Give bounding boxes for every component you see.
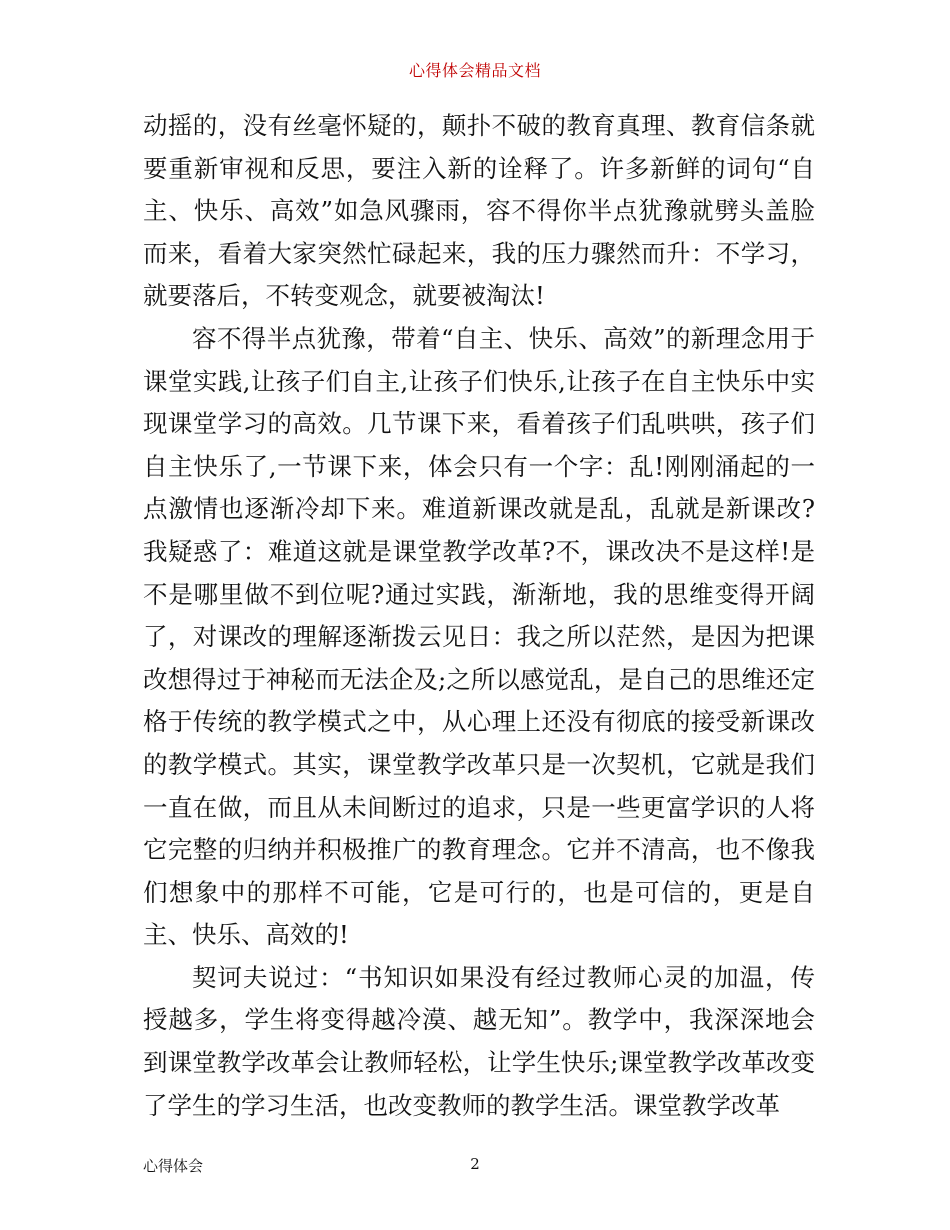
footer-label: 心得体会 — [143, 1157, 204, 1175]
paragraph-2: 容不得半点犹豫，带着“自主、快乐、高效”的新理念用于课堂实践,让孩子们自主,让孩子们快乐,让孩子在自主快乐中实现课堂学习的高效。几节课下来，看着孩子们乱哄哄，孩子们自主快乐了,一节课下来，体会只有一个字：乱!刚刚涌起的一点激情也逐渐冷却下来。难道新课改就是乱，乱就是新课改?我疑惑了：难道这就是课堂教学改革?不，课改决不是这样!是不是哪里做不到位呢?通过实践，渐渐地，我的思维变得开阔了，对课改的理解逐渐拨云见日：我之所以茫然，是因为把课改想得过于神秘而无法企及;之所以感觉乱，是自己的思维还定格于传统的教学模式之中，从心理上还没有彻底的接受新课改的教学模式。其实，课堂教学改革只是一次契机，它就是我们一直在做，而且从未间断过的追求，只是一些更富学识的人将它完整的归纳并积极推广的教育理念。它并不清高，也不像我们想象中的那样不可能，它是可行的，也是可信的，更是自主、快乐、高效的! — [143, 323, 815, 950]
document-body — [143, 105, 815, 1127]
page-number: 2 — [470, 1155, 480, 1173]
paragraph-3: 契诃夫说过：“书知识如果没有经过教师心灵的加温，传授越多，学生将变得越冷漠、越无知”。教学中，我深深地会到课堂教学改革会让教师轻松，让学生快乐;课堂教学改革改变了学生的学习生活，也改变教师的教学生活。课堂教学改革 — [143, 962, 815, 1120]
document-header: 心得体会精品文档 — [408, 61, 541, 80]
paragraph-1: 动摇的，没有丝毫怀疑的，颠扑不破的教育真理、教育信条就要重新审视和反思，要注入新的诠释了。许多新鲜的词句“自主、快乐、高效”如急风骤雨，容不得你半点犹豫就劈头盖脸而来，看着大家突然忙碌起来，我的压力骤然而升：不学习，就要落后，不转变观念，就要被淘汰! — [143, 111, 815, 311]
